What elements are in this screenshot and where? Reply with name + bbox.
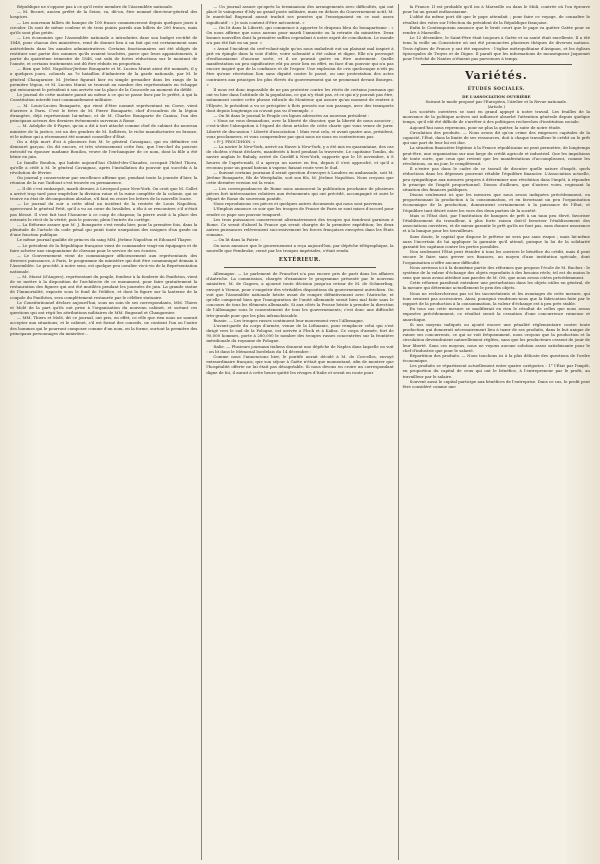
paragraph: — Les économies que l'Assemblée nationale a introduites dans son budget rectifié de 1848, pour chacun des ministères, rend de donner lieu à un fait qui est certainement sans antécédents dans les annales administratives. Certains fonctionnaires ont été obligés de restituer une partie des sommes qu'ils avaient touchées, parce que leurs appointements, à partir du quatrième trimestre de 1848, ont subi de fortes réductions sur le montant de l'année, et certains traitements ont dû être réduits en proportion. [10, 35, 198, 67]
paragraph: En tous cas cette mesure se modifierait en rien le résultat de celles que nous avons exposées précédemment, ce résultat serait la cessation d'une concurrence ruineuse et anarchique. [402, 306, 590, 322]
paragraph: — La navire le New-York, arrivé au Havre à New-York, y a été mis en quarantaine, des cas de choléra s'étant déclarés, manifestés à bord pendant la traversée. Le capitaine Tomlin, du navire anglais le Bubaly, arrivé de Cardiff à New-York, rapporte que le 18 novembre, à 8 heures de l'après-midi, il a aperçu un navire en feu, depuis il s'est approché, et qu'il a reconnu pour un grand bateau à vapeur, faisant route vers le Sud. [206, 144, 394, 170]
paragraph: Le famille Bouilon, qui habite aujourd'hui Châtel-des-Chaudes, occupait l'hôtel Thoru, qu'elle a cédé à M. le général Cavaignac, après l'installation du pouvoir qui succéda à la révolution de février. [10, 159, 198, 175]
paragraph: — M. Louis-Lucien Bonaparte, qui vient d'être nommé représentant en Corse, vient d'arriver à Paris. C'est le frère de M. Pierre Bonaparte, chef d'escadron de la légion étrangère, déjà représentant lui-même, et de M. Charles Bonaparte de Canino, l'un des principaux acteurs des derniers événements survenus à Rome. [10, 102, 198, 124]
paragraph: « Avant l'incident du cerf-volant-aigle qu'on nous maladroit eut un plaisant mal inspiré à prit en épingle dans la voie d'idée, votre solennité a été calme et digne. Elle n'a provoqué d'enthousiasme d'aucune sorte; et il ne pouvait guère en être autrement. Quelle manifestation un peu significative eût pu avoir lieu en effet, en face d'un pouvoir qui n'a pas encore inspiré que de la confiance et de l'espoir. Une explosion de cris quelconque n'eût pu être qu'une récréation lion sans dignité contre le passé, ou une protestation des actes contraires aux principes les plus élevés du gouvernement qui se promenait devant Bourges. » [206, 45, 394, 87]
paragraph: On journal y conservateur par excellence affirme que, pendant toute la journée d'hier, la réunion de la rue Taitbout s'est trouvée en permanence. [10, 175, 198, 186]
column-1 [6, 4, 201, 860]
paragraph: La situation financière légitime à la France républicaine ne peut permettre, de longtemps peut-être, une organisation sur une large du crédit agricole et industriel. Que les impulsions de toute sorte, que ceux que revient que les manifestations d'accomplissent, comme les révolutions, ou un jour, le complèterait. [402, 145, 590, 166]
paragraph: Non seulement l'État peut étendre à tous les ouvriers le bénéfice du crédit, mais il peut encore le faire sans grever ses finances, au moyen d'une institution spéciale, dont l'organisation n'offre aucune difficulté. [402, 249, 590, 265]
paragraph: Il n'entre pas dans le cadre de ce travail de discuter quelle nature d'impôt, quels réductions dans les dépenses pourront rétablir l'équilibre financier. L'Association actuelle, peu sympathique aux mesures propres à déterminer une révolution dans l'impôt, à répondre le principe de l'impôt proportionnel. Disons d'ailleurs, que d'autres voies, regissant la situation des finances publiques. [402, 166, 590, 192]
paragraph: — MM. Thiers et Molé, dit ce journal, ont pris, en effet, ce rôle que rien nous ne saurait accepter aux situations; et le cabinet, s'il est formé des conseils, ne contient l'un ou l'autre des hommes qui le pourront composer comme d'un nom, en la forme, surtout la première des principaux personnages du ministère... [10, 315, 198, 336]
paragraph: Allemagne. — Le parlement de Francfort n'a pas encore pris de parti dans les affaires d'Autriche. La commission, chargée d'examiner le programme présenté par le nouveau ministère, M. de Gagern, a ajourné toute décision jusqu'au retour de M. de Schmerling, envoyé à Vienne, pour s'enquérir des véritables dispositions du gouvernement autrichien. On voit que l'Assemblée nationale hésite avant de rompre définitivement avec l'Autriche, et qu'elle comprend bien que l'inauguration de l'unité allemande serait bien mal faite sans le concours de tous les éléments allemands. Si aux côtés la Prusse hésite à prendre la direction de l'Allemagne sous le consentement de tous les gouvernements; c'est donc une difficulté très-grande pour que les plus infranchissable. [206, 271, 394, 318]
paragraph: — Un journal assure qu'après la terminaison des arrangements avec difficultés, qui ont placé le vainqueur d'Isly au grand poste militaire, mais en dehors du Gouvernement actif, M. le maréchal Bugeaud aurait traduit ses pensées qui l'enseignaient en ce mot assez significatif : « Je suis content d'être mécontent. » [206, 4, 394, 25]
paragraph: On nous annonce que le gouvernement a reçu aujourd'hui, par dépêche télégraphique, la nouvelle que Pembroke, cerné par les troupes impériales, s'était rendu. [206, 242, 394, 253]
paragraph: Cette réforme paraîtrait entraîner une perturbation dans les objets utiles en général, de la mesure qui détermine actuellement le prix des objets. [402, 280, 590, 291]
paragraph: Russie. — Les troupes russes continuent leur mouvement vers l'Allemagne. [213, 317, 365, 323]
paragraph: Le 12 décembre, le Saint-Père était toujours à Gaète et sa santé était excellente. Il a été tenu la veille un Consistoire où ont été prononcées plusieurs thèques de diverses nations. Trois églises de France y ont été exposées : l'église métropolitaine d'Avignon, et les églises épiscopales de Troyes et de Digne. Il paraît que les informations de monseigneur Jaquemet pour l'évêché de Nantes n'étaient pas parvenues à temps. [402, 35, 590, 61]
paragraph: Les sociétés ouvrières se sont en grand appuyé à notre travail. Les feuilles de la mouvance de la politique actives ont influencé absorbé l'attention générale depuis quelque temps, qu'il eût été difficile de s'arrêter à des politiques recherches d'institution sociale. [402, 109, 590, 125]
paragraph: — Le journal du soir a cette idéal un incident de la rentrée de Louis Napoléon, apercevant le général Petit, qu'il a vu au cœur du Invalides, a élu à se rencontrer, s'il n'était pas blessé. Il s'est fait tout l'honneur à ce coup de chapeau; la pierre avait à la place des entrants le récit de la vérité; puis le pouvoir, plein l'entrée du cortège. [10, 201, 198, 222]
paragraph: L'Emplois annonce ce soir que les troupes de France de Paris se sont mises d'accord pour rendre ce pape son pouvoir temporel. [206, 206, 394, 217]
subheading-association: DE L'ASSOCIATION OUVRIÈRE [462, 94, 531, 100]
paragraph: République ne s'oppose pas à ce qu'il reste membre de l'Assemblée nationale. [17, 4, 174, 9]
paragraph: Le journal de cette matinée parait au même à ce qui se passe lisez par le préfet, à qui la Constitution interdit tout commandement militaire. [10, 92, 198, 103]
divider [421, 64, 572, 65]
paragraph: Il nous est donc impossible de ne pas protester contre les récits de certains journaux qui ont vu hier dans l'attitude de la population, ce qui n'y était pas, et ce qui n'y pouvait pas être, notamment contre cette phrase ridicule du Moniteur, qui assure qu'au moment de rentrer à l'Élysée, le président a vu se précipiter à flots pressés sur son passage, avec des transports dont depuis longtemps on n'avait pas vu d'exemple. » [206, 87, 394, 113]
paragraph: « Nous ne vous demandons, avec la liberté de discuter, que la liberté de nous associer ; c'est-à-dire l'abrogation à l'égard de deux articles de cette charte que vous venez de jurer. Liberté de discussion ! Liberté d'association ! Mais veut cela, et avant quatre ans, président, vous proclamerez, et vous comprendrez par quoi nous ne nous en contenterons pas. [206, 118, 394, 139]
subheading-etudes: ÉTUDES SOCIALES. [467, 87, 525, 93]
paragraph: Circulation des produits. — Nous avons dit qu'on crime des exigences capitales de la capacité, l'État, dans la limite de ses ressources, doit à chaque travailleur le crédit ou le prêt qui une part de leur lui est due. [402, 129, 590, 146]
paragraph: la France. Il est probable qu'il ira à Marseille ou dans le Midi, contrée où l'on éprouve pour lui un grand enthousiasme. [402, 4, 590, 15]
section-heading-exterieur: EXTÉRIEUR. [278, 257, 322, 263]
section-title-varietes: Variétés. [464, 69, 528, 83]
paragraph: Les trois puissances conserveront alternativement des troupes qui tiendront garnison à Rome. Ce serait d'abord la France qui serait chargée de la première expédition; les deux autres puissances relèveraient successivement les forces françaises envoyées dans les États romains. [206, 216, 394, 238]
paragraph: — On lit dans le journal le Peuple ces lignes adressées au nouveau président : [213, 112, 370, 118]
paragraph: Sans doute, le capital que dispose le prêteur ne sera pas sans risque ; mais lui-même aura l'incertain de lui appliquer la garantie qu'il attend, puisque la loi de la solidarité garantit les capitaux contre les pertes possibles. [402, 233, 590, 249]
paragraph: On a déjà mort d'ici à plusieurs fois M. le général Cavaignac, qui en définitive est demeuré garçon. On dit encore, et très sérieusement cette fois, que l'ex-chef du pouvoir exécutif va épouser madame Bouilon, veuve de l'ex-banquier de ce nom, dont la fille a été bénie en juin. [10, 138, 198, 160]
paragraph: — Bien que MM. Napoléon-Jérôme Bonaparte et M. Lucien Murat aient été nommés, il y a quelques jours, colonels au 7e bataillon d'infanterie de la garde nationale, par M. le général Changarnier, M. Jérôme figurait hier en simple grenadier dans les rangs de la première légion, et M. Lucien Murat se trouvait au nombre des représentants en échappe qui entouraient le président à son arrivée sur la place de la Concorde au moment du défilé. [10, 66, 198, 92]
paragraph: Italie. — Plusieurs journaux italiens donnent une dépêche de Naples dans laquelle on voit : on lit dans le Mémorial bordelais du 14 décembre : [206, 343, 394, 354]
paragraph: Si nos moyens indiqués ou ajouté encore une pénalité réglementaire contre toute production qui donnerait nécessairement lieu à taxer de ses produits, dans le but unique de ruiner ses concurrents, ce qui se voit fréquemment, nous croyons que la production et la circulation deviendraient naturellement réglées, sans que les producteurs cessent de jouir de leur liberté. Sans ces moyens, nous ne voyons aucune solution assez satisfaisante pour le chef d'industrie que pour le salarié. [402, 321, 590, 353]
subheading-article: (Article.) [487, 104, 506, 110]
column-3 [398, 4, 594, 860]
paragraph: Souvent aussi le capital participe aux bénéfices de l'entreprise. Dans ce cas, le profit peut être considéré comme une [402, 378, 590, 389]
paragraph: — M. Murat (d'Angers), représentant du peuple, fondeur à la fonderie du Panthéon, vient de se mettre à la disposition de l'architecte de ce monument, pour faire gratuitement la restauration des figures qui ont été mutilées pendant les journées de juin. La grande statue de l'Immortalité, exposée sous le fond de l'édifice, et dont la figure sur la lanterne de la coupole du Panthéon, sera complètement restaurée par le célèbre statuaire. [10, 273, 198, 300]
paragraph: — Suivant certains journaux il serait question d'envoyer à Londres en ambassade, soit M. Jérôme Bonaparte, fils de Westphalie, soit son fils, M. Jérôme Napoléon. Nous croyons que cette dernière version est la vraie. [206, 170, 394, 186]
paragraph: — Le Gouvernement vient de communiquer officieusement aux représentants des diverses puissances, à Paris, le programme du ministère qui doit être communiqué demain à l'Assemblée. Le procédé, à notre sens, est quelque peu cavalier vis-à-vis de la Représentation nationale. [10, 253, 198, 274]
paragraph: Enfin le Contemporain annonce que le bruit court que le pape va quitter Gaète pour se rendre à Marseille. [402, 24, 590, 35]
paragraph: Répartition des produits. — Nous touchons ici à la plus délicate des questions de l'ordre économique. [402, 352, 590, 364]
paragraph: Comme nous l'annoncions hier, le pontife aurait décidé à M. de Corcelles, envoyé extraordinaire français, que son séjour à Gaète n'était que momentané, afin de montrer que l'hospitalité offerte ne lui était pas désagréable. Si nous devons en croire un correspondant digne de foi, il aurait à cette heure quitté les rivages d'Italie et serait en route pour [206, 354, 394, 375]
subheading-source: Suivant le mode proposé par l'Européen, l'Atelier et la Revue nationale. [425, 99, 568, 105]
divider [224, 267, 375, 268]
paragraph: Le même journal qualifie de princes du sang MM. Jérôme Napoléon et Edouard Thayer. [17, 237, 192, 243]
paragraph: — On lit dans la Patrie : [213, 237, 261, 243]
column-2 [201, 4, 397, 860]
paragraph: « P.-J. PROUDHON. » [213, 138, 256, 144]
paragraph: — Les correspondances de Rome nous annoncent la publication prochaine de plusieurs pièces fort intéressantes relatives aux événements qui ont précédé, accompagné et suivi le départ de Rome du souverain pontife. [206, 185, 394, 201]
paragraph: — Il dit c'est embarqué, mardi dernier, à Liverpool pour New-York. On croit que M. Callet a arrivé trop tard pour empêcher la division ruine et la ruine complète de la colonie, qui se trouve en état de décomposition absolue, s'il faut en croire les lettres de la nouvelle Icarie. [10, 185, 198, 201]
paragraph: — Le président de la République française vient de commander vingt-six équipages et de faire acheter une cinquantaine de chevaux pour le service de ses écuries. [10, 242, 198, 253]
paragraph: — M. Adolphe de S-Payne, qu'on a dit à tort attaché comme chef de cabinet du nouveau ministre de la justice, est un des gendres de M. Sallières, le riche manufacturier en bronze, et le même qui a récemment été nommé conseiller d'État. [10, 123, 198, 139]
paragraph: Nous reproduisons ces pièces et quelques autres documents qui nous sont parvenus. [213, 201, 384, 207]
paragraph: L'avant-garde du corps d'armée, venue de la Lithuanie, pour remplacer celui qui s'est dirigé vers le sud de la Pologne, est arrivée à Plock et à Kalisz. Ce corps d'armée, fort de 95,000 hommes, porte à 280,000 le nombre des troupes russes concentrées sur la frontière méridionale du royaume de Pologne. [206, 322, 394, 344]
paragraph: — M. Recurt, ancien préfet de la Seine, va, dit-on, être nommé directeur-général des hospices. [10, 9, 198, 20]
paragraph: Le Constitutionnel déclare aujourd'hui, sous un soin de ses correspondants, MM. Thiers et Molé de la part qu'ils ont prise à l'organisation du nouveau cabinet, et sortant ces questions qui ont régit les attributions militaires de MM. Bugeaud et Changarnier. [10, 299, 198, 316]
paragraph: Les produits se répartissent actuellement entre quatre catégories : 1° l'État par l'impôt, en proportion du capital de ceux qui ont le bénéfice, à l'entrepreneur par le profit, au travailleur par le salaire. [402, 363, 590, 379]
paragraph: — On lit dans la Liberté, qui commence à apporter le drapeau bleu du bonapartisme : « On nous affirme que nous aurons pour mardi l'amnistie ou la retraite du ministère. Deux bonnes nouvelles dont la première suffira cependant à notre esprit de conciliation. Le monde n'a pas été fait en un jour. » [206, 24, 394, 46]
paragraph: — Les nouveaux billets de banque de 100 francs commenceront depuis quelques jours à circuler. Ils sont de même couleur et de trois points pareils aux billets de 200 francs, mais qu'ils sont plus petits. [10, 19, 198, 35]
paragraph: L'abbé du même port dit que le pape attendait ; pour faire ce voyage, de connaître le résultat des votes sur l'élection du président de la République française. [402, 14, 590, 25]
paragraph: Disons seulement ici que les mesures que nous avons indiquées précédemment, en proportionnant la production à la consommation, et en favorisant un peu l'organisation économique de la production, donneraient certainement à la puissance de l'État, et l'équilibre tant désiré entre les vues des deux parties de la société. [402, 192, 590, 213]
paragraph: Nous ne rechercherons pas ici les inconvénients et les avantages de cette mesure, qui tous seraient pas accessoires. Ainsi, pourquoi voudrions-nous que la fabrication faite par le rapport de la production à la consommation, la valeur d'échange est à peu près stable. [402, 290, 590, 306]
paragraph: Nous arrivons ici à la deuxième partie des réformes que propose l'école de M. Buchez : le système de la valeur d'échange des objets reproduits à des besoins réels; tel est du moins le sens que nous avons attribué aux paroles de M. Ott, que nous avons citées précédemment. [402, 264, 590, 281]
paragraph: Mais si l'État doit, par l'institution de banques de prêt à un taux peu élevé, favoriser l'établissement du travailleur, à plus forte raison doit-il favoriser l'établissement des associations ouvrières, et de mieux garantir le prêt qu'ils ne font pas, sans donner assurance et à la banque pour les travailleurs. [402, 212, 590, 234]
paragraph: Aujourd'hui nous reprenons, pour ne plus la quitter, la suite de notre étude. [409, 124, 562, 130]
paragraph: — La Réforme assure que M. J. Bonaparte s'est rendu hier, pour la première fois, dans la plénitude de l'article du code pénal qui punit toute usurpation des insignes d'un grade ou d'une fonction publique. [10, 221, 198, 238]
